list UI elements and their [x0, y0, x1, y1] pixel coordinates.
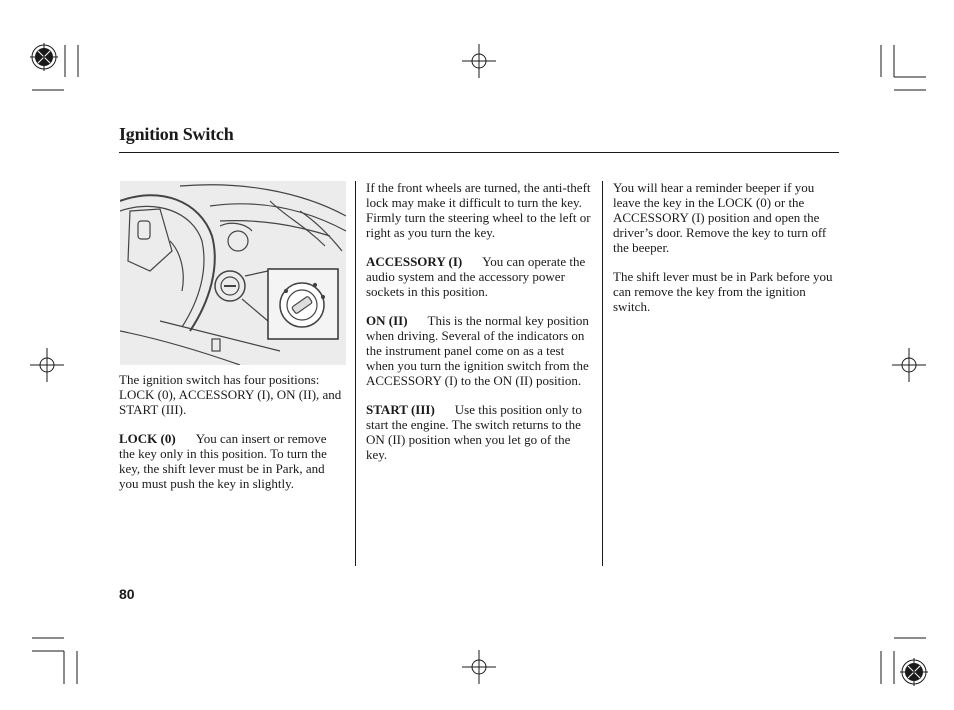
column-left — [119, 372, 343, 505]
lock-paragraph — [119, 431, 343, 491]
registration-crosshair-top — [462, 44, 496, 78]
ignition-illustration-icon — [120, 181, 346, 365]
accessory-paragraph — [366, 254, 592, 299]
on-label: ON (II) — [366, 313, 408, 328]
title-rule — [119, 152, 839, 153]
column-divider-2 — [602, 181, 603, 566]
intro-paragraph: The ignition switch has four positions: LOCK (0), ACCESSORY (I), ON (II), and START (III). — [119, 372, 342, 417]
start-label: START (III) — [366, 402, 435, 417]
lock-label: LOCK (0) — [119, 431, 176, 446]
on-text: This is the normal key position when driving. Several of the indicators on the instrument panel come on as a test when you turn the ignition switch from the ACCESSORY (I) to the ON (II) position. — [366, 313, 589, 388]
start-paragraph — [366, 402, 592, 462]
registration-crosshair-left — [30, 348, 64, 382]
ignition-switch-illustration — [120, 181, 346, 365]
starburst-target-bottom-right — [900, 658, 928, 686]
column-right — [613, 180, 841, 328]
lock-text: You can insert or remove the key only in this position. To turn the key, the shift lever must be in Park, and you must push the key in slightly. — [119, 431, 327, 491]
wheels-paragraph: If the front wheels are turned, the anti-theft lock may make it difficult to turn the key. Firmly turn the steering wheel to the left or right as you turn the key. — [366, 180, 591, 240]
page-number: 80 — [119, 586, 135, 602]
beeper-paragraph: You will hear a reminder beeper if you leave the key in the LOCK (0) or the ACCESSORY (I) position and open the driver’s door. Remove the key to turn off the beeper. — [613, 180, 827, 255]
park-paragraph: The shift lever must be in Park before you can remove the key from the ignition switch. — [613, 269, 833, 314]
accessory-label: ACCESSORY (I) — [366, 254, 463, 269]
page-title: Ignition Switch — [119, 124, 234, 144]
accessory-text: You can operate the audio system and the accessory power sockets in this position. — [366, 254, 586, 299]
starburst-target-top-left — [30, 43, 58, 71]
registration-crosshair-bottom — [462, 650, 496, 684]
registration-crosshair-right — [892, 348, 926, 382]
column-divider-1 — [355, 181, 356, 566]
on-paragraph — [366, 313, 592, 388]
column-middle — [366, 180, 592, 476]
start-text: Use this position only to start the engine. The switch returns to the ON (II) position when you let go of the key. — [366, 402, 582, 462]
